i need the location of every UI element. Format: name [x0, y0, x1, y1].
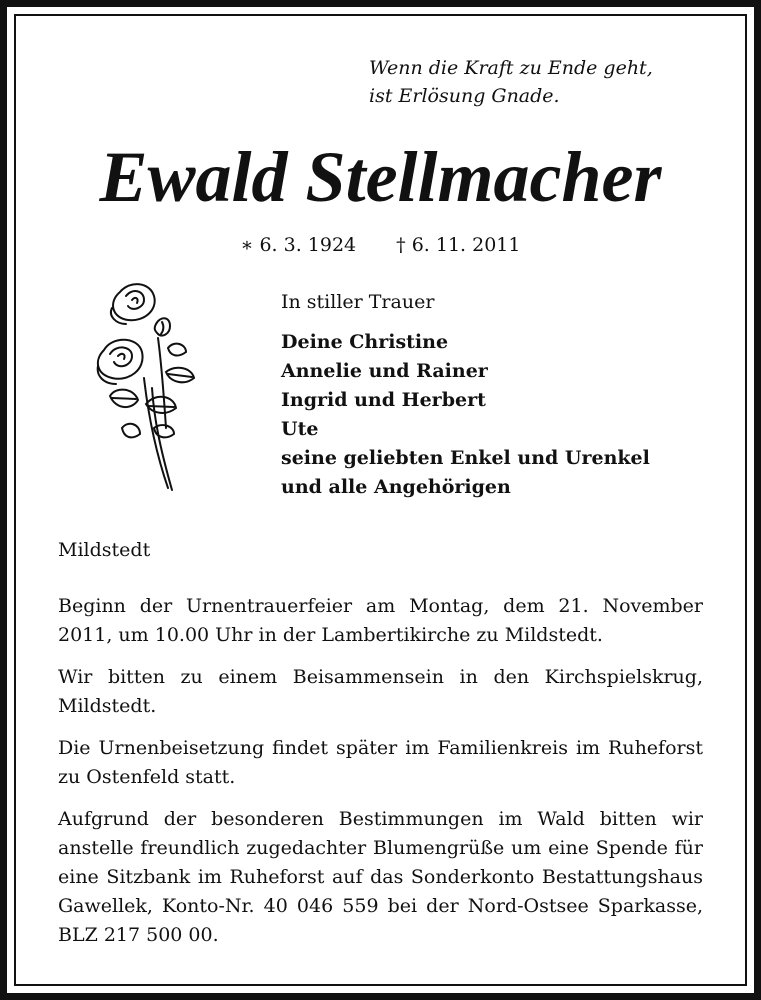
motto-line-2: ist Erlösung Gnade.	[369, 85, 560, 107]
motto-line-1: Wenn die Kraft zu Ende geht,	[369, 57, 653, 79]
family-member: Ute	[281, 418, 319, 440]
family-member: Deine Christine	[281, 331, 449, 353]
life-dates	[0, 231, 761, 259]
burial-paragraph: Die Urnenbeisetzung findet später im Familienkreis im Ruheforst zu Ostenfeld statt.	[58, 737, 703, 788]
rose-icon	[82, 278, 202, 498]
birth-date: ∗ 6. 3. 1924	[240, 234, 357, 256]
family-member: Ingrid und Herbert	[281, 389, 486, 411]
family-member: seine geliebten Enkel und Urenkel	[281, 447, 650, 469]
donation-paragraph: Aufgrund der besonderen Bestimmungen im Wald bitten wir anstelle freundlich zugedachter Blumengrüße um eine Spende für eine Sitzbank im Ruheforst auf das Sonderkonto Bestattungshaus Gawellek, Konto-Nr. 40 046 559 bei der Nord-Ostsee Sparkasse, BLZ 217 500 00.	[58, 808, 703, 946]
gathering-paragraph: Wir bitten zu einem Beisammensein in den Kirchspielskrug, Mildstedt.	[58, 666, 703, 717]
motto	[369, 54, 699, 110]
mourners-block	[281, 288, 721, 502]
deceased-name: Ewald Stellmacher	[99, 137, 662, 217]
ceremony-paragraph: Beginn der Urnentrauerfeier am Montag, dem 21. November 2011, um 10.00 Uhr in der Lambertikirche zu Mildstedt.	[58, 595, 703, 646]
death-date: † 6. 11. 2011	[396, 234, 521, 256]
family-member: und alle Angehörigen	[281, 476, 511, 498]
notice-text	[58, 592, 703, 963]
mourning-intro: In stiller Trauer	[281, 291, 435, 313]
place-name: Mildstedt	[58, 539, 151, 561]
family-list	[281, 328, 721, 502]
family-member: Annelie und Rainer	[281, 360, 488, 382]
